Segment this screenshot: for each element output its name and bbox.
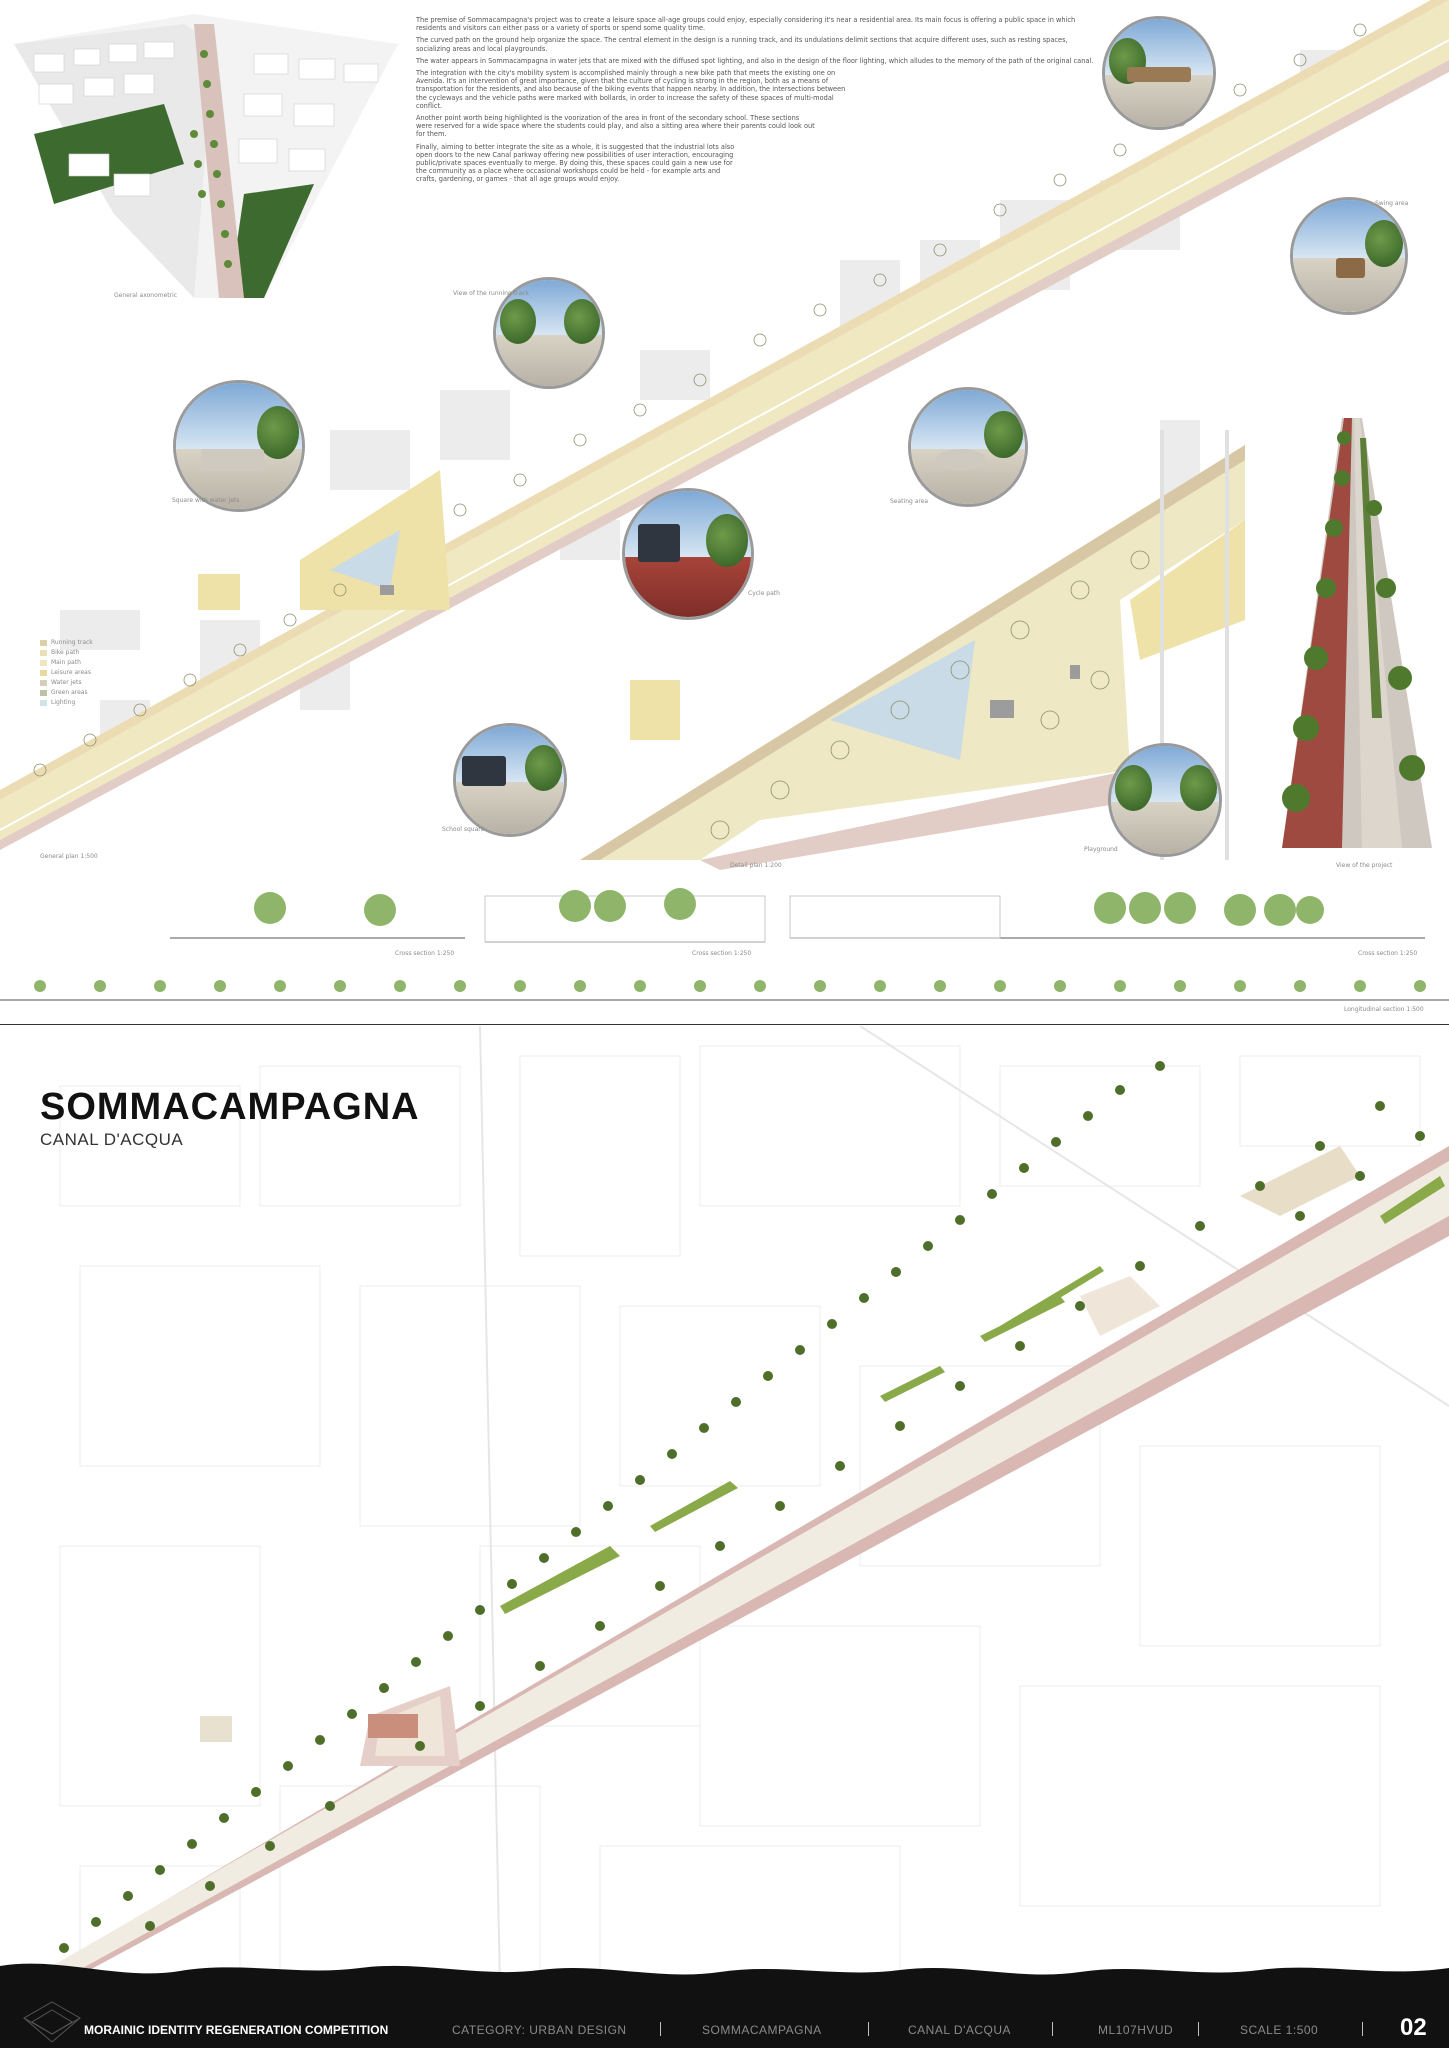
footer-separator [1362, 2022, 1363, 2036]
board-subtitle: CANAL D'ACQUA [40, 1130, 184, 1149]
general-plan-label: General plan 1:500 [40, 853, 98, 860]
render-pergola [1102, 16, 1216, 130]
render-cycle-path [622, 488, 754, 620]
render-label-8: School square [442, 826, 485, 833]
render-label-2: Square with water jets [172, 497, 240, 504]
footer-site: SOMMACAMPAGNA [702, 2023, 822, 2037]
render-label-1: View of the running track [453, 290, 529, 297]
detail-plan-label: Detail plan 1:200 [730, 862, 782, 869]
footer-project: CANAL D'ACQUA [908, 2023, 1012, 2037]
sections [0, 878, 1449, 1016]
paragraph-3: The water appears in Sommacampagna in water jets that are mixed with the diffused spot lighting, and also in the design of the floor lighting, which alludes to the memory of the path of the original canal. [416, 56, 1094, 65]
long-section-label: Longitudinal section 1:500 [1344, 1006, 1424, 1013]
view-label: View of the project [1336, 862, 1393, 869]
plan-legend [40, 639, 93, 709]
render-label-3: Cycle path [748, 590, 780, 597]
legend-item [40, 689, 93, 696]
legend-swatch [40, 650, 47, 656]
legend-swatch [40, 660, 47, 666]
render-playground [1108, 743, 1222, 857]
legend-swatch [40, 690, 47, 696]
legend-label: Main path [51, 659, 81, 666]
legend-swatch [40, 640, 47, 646]
paragraph-5: Another point worth being highlighted is the voorization of the area in front of the secondary school. These sections were reserved for a wide space where the students could play, and also a sitting area where their parents could look out for them. [416, 114, 815, 139]
legend-label: Bike path [51, 649, 80, 656]
legend-swatch [40, 700, 47, 706]
paragraph-4: The integration with the city's mobility system is accomplished mainly through a new bike path that meets the existing one on Avenida. It's an intervention of great importance, given that the culture of cycling is strong in the region, both as a means of transportation for the residents, and also because of the biking events that happen nearby. In addition, the intersections between the cycleways and the vehicle paths were marked with bollards, in order to increase the safety of these spaces of multi-modal conflict. [416, 69, 846, 110]
legend-label: Running track [51, 639, 93, 646]
footer-separator [1198, 2022, 1199, 2036]
footer-separator [660, 2022, 661, 2036]
legend-label: Lighting [51, 699, 76, 706]
render-seating [908, 387, 1028, 507]
footer-code: ML107HVUD [1098, 2023, 1174, 2037]
legend-item [40, 639, 93, 646]
render-label-4: Seating area [890, 498, 929, 505]
footer-separator [1052, 2022, 1053, 2036]
master-plan [0, 1026, 1449, 2048]
render-label-5: Playground [1084, 846, 1118, 853]
paragraph-2: The curved path on the ground help organize the space. The central element in the design is a running track, and its undulations delimit sections that acquire different uses, such as resting spaces, socializing areas and local playgrounds. [416, 36, 1068, 53]
axonometric-label: General axonometric [114, 292, 178, 299]
legend-item [40, 669, 93, 676]
bottom-panel-border [0, 1024, 1449, 1025]
perspective-view [1282, 418, 1432, 878]
render-water-jets [173, 380, 305, 512]
legend-label: Green areas [51, 689, 88, 696]
render-label-7: Swing area [1375, 200, 1409, 207]
paragraph-6: Finally, aiming to better integrate the site as a whole, it is suggested that the industrial lots also open doors to the new Canal parkway offering new possibilities of user interaction, encouraging public/private spaces eventually to merge. By doing this, these spaces could gain a new use for the community as a place where occasional workshops could be held - for example arts and crafts, gardening, or games - that all age groups would enjoy. [416, 142, 735, 184]
board-title: SOMMACAMPAGNA [40, 1086, 420, 1128]
legend-swatch [40, 670, 47, 676]
legend-label: Water jets [51, 679, 82, 686]
footer-scale: SCALE 1:500 [1240, 2023, 1319, 2037]
page-number: 02 [1400, 2014, 1427, 2041]
section-b-label: Cross section 1:250 [692, 950, 752, 957]
footer-separator [868, 2022, 869, 2036]
section-c-label: Cross section 1:250 [1358, 950, 1418, 957]
footer-category: CATEGORY: URBAN DESIGN [452, 2023, 627, 2037]
legend-item [40, 679, 93, 686]
section-a-label: Cross section 1:250 [395, 950, 455, 957]
legend-swatch [40, 680, 47, 686]
legend-item [40, 659, 93, 666]
legend-item [40, 699, 93, 706]
legend-item [40, 649, 93, 656]
paragraph-1: The premise of Sommacampagna's project was to create a leisure space all-age groups could enjoy, especially considering it's near a residential area. Its main focus is offering a public space in which residents and visitors can either pass or a variety of sports or spend some quality time. [416, 16, 1076, 33]
render-swing [1290, 197, 1408, 315]
render-school-square [453, 723, 567, 837]
competition-logo-icon [22, 2000, 82, 2044]
legend-label: Leisure areas [51, 669, 91, 676]
competition-name: MORAINIC IDENTITY REGENERATION COMPETITION [84, 2023, 389, 2037]
